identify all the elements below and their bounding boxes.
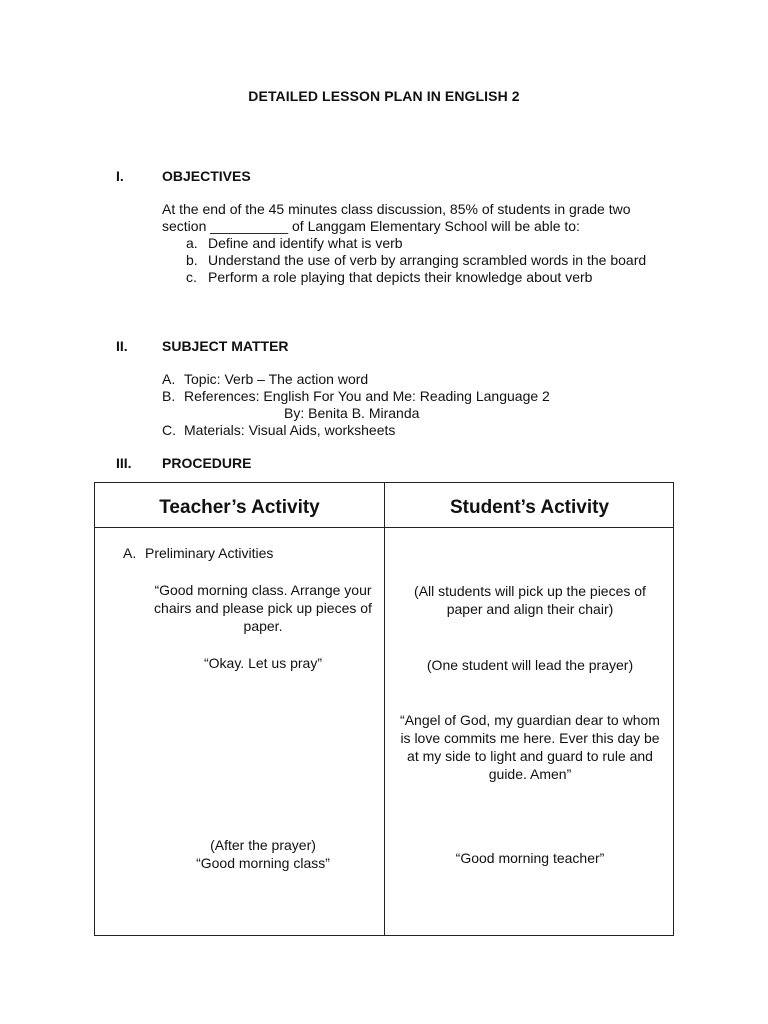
list-item <box>162 422 682 439</box>
list-marker: a. <box>186 235 198 251</box>
preliminary-activities <box>123 545 273 561</box>
list-marker: B. <box>162 388 176 404</box>
objectives-intro: At the end of the 45 minutes class discussion, 85% of students in grade two section __________ of Langgam Elementary School will be able to: <box>162 201 631 234</box>
subject-matter-list <box>162 371 682 439</box>
section-number-subject-matter: II. <box>116 338 128 354</box>
list-item <box>162 252 662 269</box>
list-marker: C. <box>162 422 176 438</box>
reference-author: By: Benita B. Miranda <box>284 405 420 421</box>
list-item-text: Perform a role playing that depicts their knowledge about verb <box>208 269 593 285</box>
student-line-good-morning: “Good morning teacher” <box>455 850 605 866</box>
student-line-lead-prayer: (One student will lead the prayer) <box>426 657 634 673</box>
teacher-line-greeting: “Good morning class. Arrange your chairs and please pick up pieces of paper. <box>154 582 372 634</box>
header-divider <box>95 527 673 528</box>
list-item-text: Define and identify what is verb <box>208 235 403 251</box>
section-number-objectives: I. <box>116 168 124 184</box>
list-item-text: Materials: Visual Aids, worksheets <box>184 422 396 438</box>
list-marker: A. <box>123 545 137 561</box>
list-item <box>162 269 662 286</box>
list-item <box>162 235 662 252</box>
list-item-text: Understand the use of verb by arranging scrambled words in the board <box>208 252 647 268</box>
column-divider <box>384 483 385 935</box>
preliminary-activities-label: Preliminary Activities <box>145 545 274 561</box>
teacher-line-good-morning: “Good morning class” <box>196 855 330 871</box>
procedure-table <box>94 482 674 936</box>
teacher-line-pray: “Okay. Let us pray” <box>203 655 322 671</box>
list-item-text: References: English For You and Me: Reading Language 2 <box>184 388 550 404</box>
list-item-text: Topic: Verb – The action word <box>184 371 369 387</box>
document-title: DETAILED LESSON PLAN IN ENGLISH 2 <box>248 88 520 104</box>
objectives-list <box>162 235 662 286</box>
teacher-line-after-prayer: (After the prayer) <box>210 837 316 853</box>
list-item <box>162 388 682 405</box>
student-activity-header: Student’s Activity <box>449 497 610 518</box>
student-line-pick-up: (All students will pick up the pieces of paper and align their chair) <box>414 583 646 617</box>
teacher-activity-header: Teacher’s Activity <box>159 497 320 518</box>
section-number-procedure: III. <box>116 455 132 471</box>
list-marker: A. <box>162 371 176 387</box>
list-marker: c. <box>186 269 197 285</box>
list-marker: b. <box>186 252 198 268</box>
list-item <box>162 371 682 388</box>
section-heading-objectives: OBJECTIVES <box>162 168 251 184</box>
student-line-prayer: “Angel of God, my guardian dear to whom is love commits me here. Ever this day be at my side to light and guard to rule and guide. Amen” <box>400 712 660 782</box>
section-heading-procedure: PROCEDURE <box>162 455 252 471</box>
section-heading-subject-matter: SUBJECT MATTER <box>162 338 289 354</box>
